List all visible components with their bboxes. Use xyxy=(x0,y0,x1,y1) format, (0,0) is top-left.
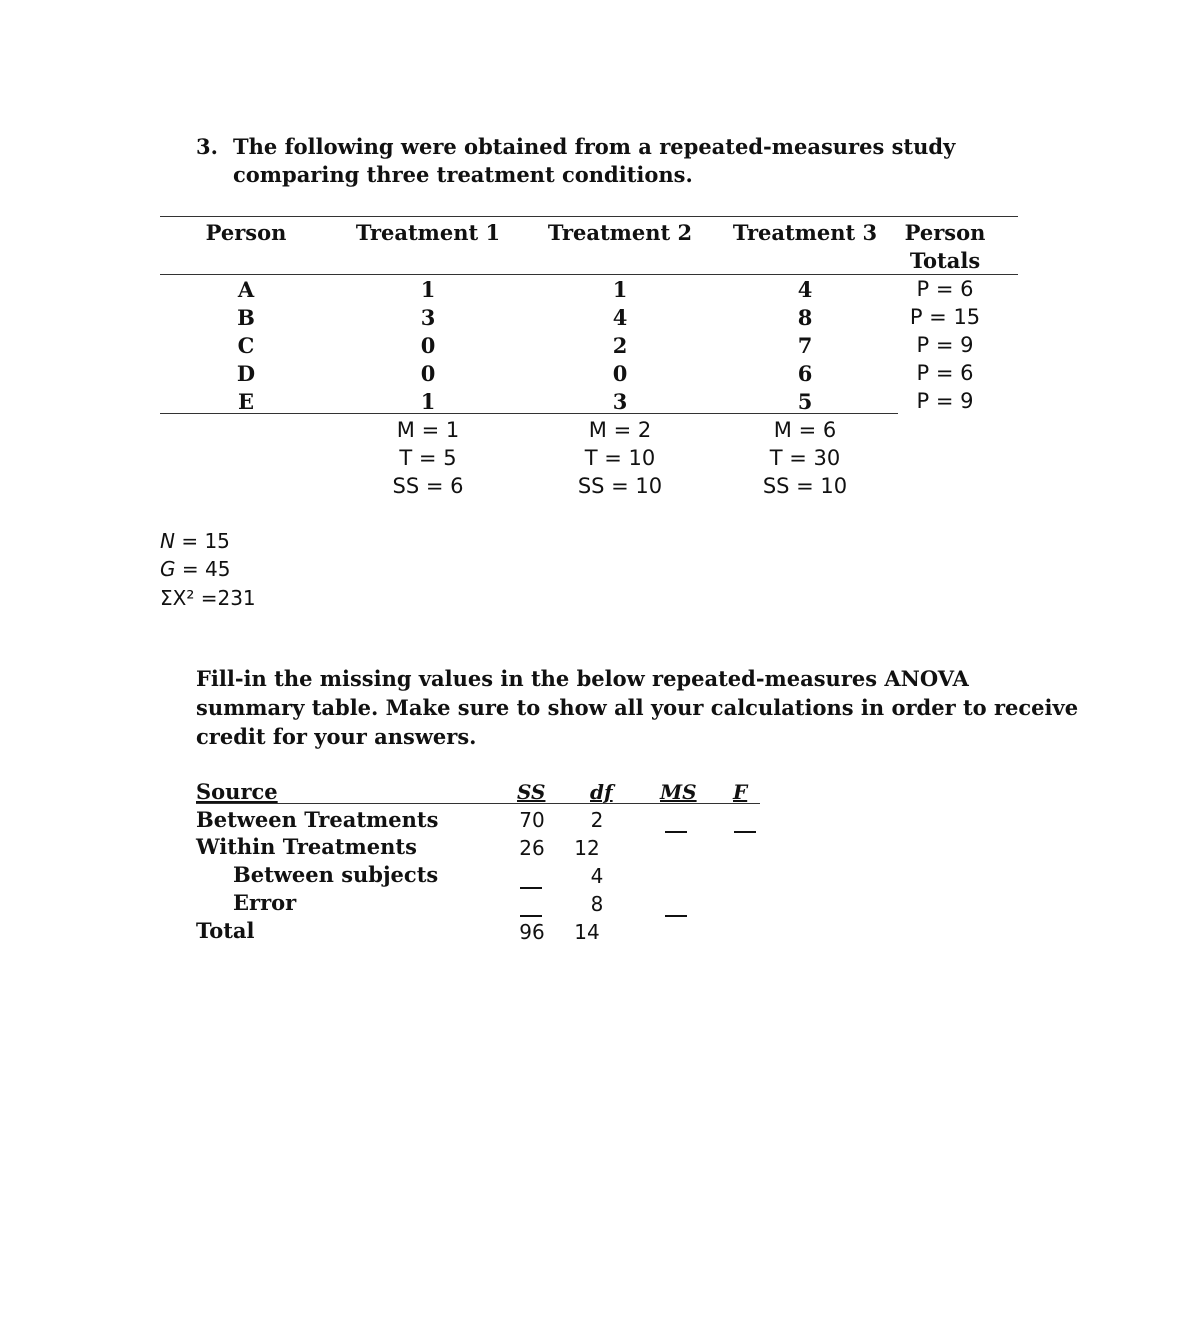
instructions-line-1: Fill-in the missing values in the below repeated-measures ANOVA xyxy=(196,666,969,691)
anova-header-ss: SS xyxy=(517,780,546,804)
t1-total: T = 5 xyxy=(399,446,457,470)
anova-row-label-between-treatments: Between Treatments xyxy=(196,807,439,832)
anova-row-label-error: Error xyxy=(233,890,297,915)
question-number: 3. xyxy=(196,134,218,159)
anova-df-between-subjects: 4 xyxy=(590,864,604,888)
table-row-person: E xyxy=(237,389,254,414)
question-text-line-2: comparing three treatment conditions. xyxy=(233,162,693,187)
anova-ss-between-subjects-blank xyxy=(520,887,542,889)
t3-ss: SS = 10 xyxy=(762,474,848,498)
anova-row-label-total: Total xyxy=(196,918,255,943)
anova-df-total: 14 xyxy=(574,920,600,944)
anova-header-source: Source xyxy=(196,779,278,804)
table-row-person: A xyxy=(237,277,255,302)
instructions-line-3: credit for your answers. xyxy=(196,724,477,749)
table-row-t2: 2 xyxy=(612,333,628,358)
table-row-person: B xyxy=(237,305,255,330)
table-top-rule xyxy=(160,216,1018,217)
header-person-totals-2: Totals xyxy=(909,248,981,273)
table-row-total: P = 6 xyxy=(916,277,974,301)
table-row-total: P = 9 xyxy=(916,389,974,413)
anova-f-blank xyxy=(734,831,756,833)
table-row-total: P = 6 xyxy=(916,361,974,385)
t2-mean: M = 2 xyxy=(588,418,652,442)
header-person: Person xyxy=(205,220,287,245)
anova-row-label-within-treatments: Within Treatments xyxy=(196,834,417,859)
table-row-t2: 0 xyxy=(612,361,628,386)
instructions-line-2: summary table. Make sure to show all your calculations in order to receive xyxy=(196,695,1079,720)
t1-ss: SS = 6 xyxy=(392,474,464,498)
anova-header-ms: MS xyxy=(660,780,697,804)
anova-header-df: df xyxy=(590,780,613,804)
g-symbol: G xyxy=(160,557,176,581)
header-person-totals-1: Person xyxy=(904,220,986,245)
question-text-line-1: The following were obtained from a repeated-measures study xyxy=(233,134,956,159)
n-value: = 15 xyxy=(174,529,230,553)
table-row-t1: 0 xyxy=(420,333,436,358)
table-row-t1: 1 xyxy=(420,389,436,414)
anova-df-within-treatments: 12 xyxy=(574,836,600,860)
t1-mean: M = 1 xyxy=(396,418,460,442)
anova-ss-within-treatments: 26 xyxy=(519,836,545,860)
given-g xyxy=(160,557,230,581)
table-row-t1: 3 xyxy=(420,305,436,330)
anova-ss-total: 96 xyxy=(519,920,545,944)
anova-df-error: 8 xyxy=(590,892,604,916)
given-n xyxy=(160,529,230,553)
n-symbol: N xyxy=(160,529,175,553)
anova-df-between-treatments: 2 xyxy=(590,808,604,832)
table-header-rule xyxy=(160,274,1018,275)
table-row-t2: 4 xyxy=(612,305,628,330)
table-row-t2: 1 xyxy=(612,277,628,302)
anova-ss-between-treatments: 70 xyxy=(519,808,545,832)
table-row-t3: 6 xyxy=(797,361,813,386)
table-row-t1: 0 xyxy=(420,361,436,386)
anova-row-label-between-subjects: Between subjects xyxy=(233,862,439,887)
header-treatment-3: Treatment 3 xyxy=(732,220,878,245)
table-row-total: P = 15 xyxy=(909,305,981,329)
table-row-t3: 8 xyxy=(797,305,813,330)
anova-ss-error-blank xyxy=(520,915,542,917)
t3-total: T = 30 xyxy=(769,446,841,470)
table-row-total: P = 9 xyxy=(916,333,974,357)
anova-ms-between-treatments-blank xyxy=(665,831,687,833)
header-treatment-2: Treatment 2 xyxy=(547,220,693,245)
table-row-person: C xyxy=(237,333,255,358)
t2-ss: SS = 10 xyxy=(577,474,663,498)
given-sum-x-squared: ΣX² =231 xyxy=(160,586,256,610)
t3-mean: M = 6 xyxy=(773,418,837,442)
table-row-t3: 4 xyxy=(797,277,813,302)
table-row-person: D xyxy=(236,361,256,386)
table-row-t3: 5 xyxy=(797,389,813,414)
t2-total: T = 10 xyxy=(584,446,656,470)
anova-ms-error-blank xyxy=(665,915,687,917)
table-row-t2: 3 xyxy=(612,389,628,414)
anova-header-f: F xyxy=(733,780,748,804)
table-row-t3: 7 xyxy=(797,333,813,358)
header-treatment-1: Treatment 1 xyxy=(355,220,501,245)
g-value: = 45 xyxy=(175,557,231,581)
table-row-t1: 1 xyxy=(420,277,436,302)
